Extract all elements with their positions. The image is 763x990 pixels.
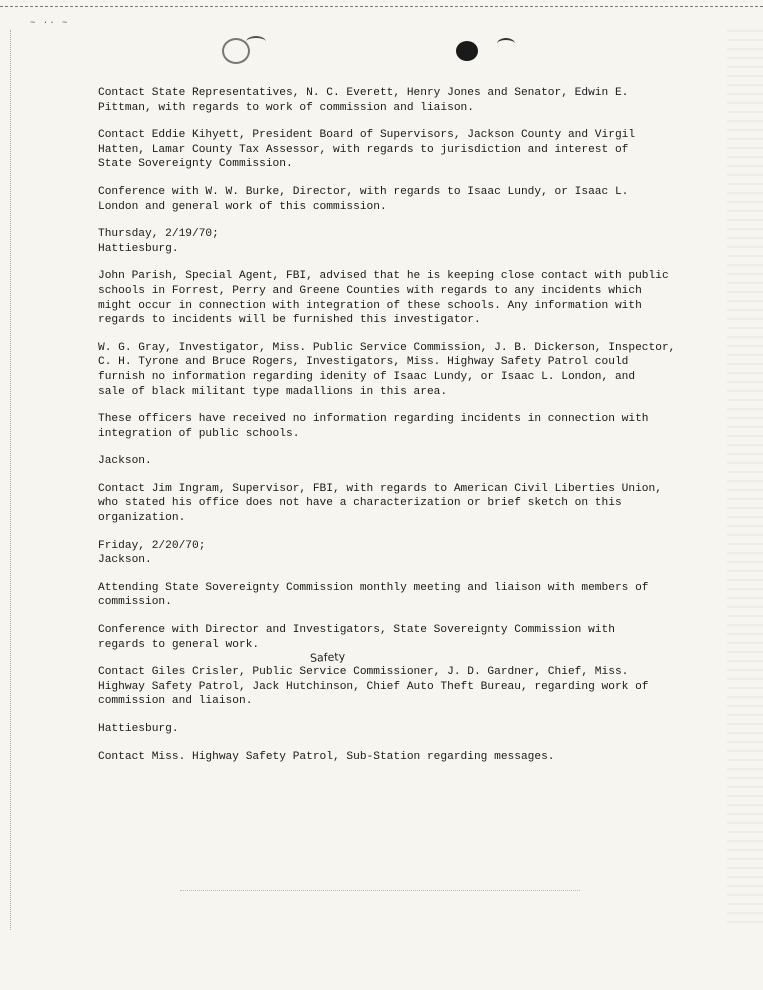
location-heading-hattiesburg: Hattiesburg.: [98, 723, 179, 735]
document-body: [98, 86, 713, 777]
top-rule: [0, 6, 763, 7]
paragraph-sub-station: Contact Miss. Highway Safety Patrol, Sub-Station regarding messages.: [98, 750, 555, 763]
paragraph-conference-burke: Conference with W. W. Burke, Director, with regards to Isaac Lundy, or Isaac L. London and general work of this commission.: [98, 185, 629, 213]
punch-hole-left-arc: [246, 36, 266, 48]
scan-noise-bottom: [180, 890, 580, 893]
handwritten-insert: Safety: [309, 650, 346, 665]
paragraph-contact-kihyett: Contact Eddie Kihyett, President Board of Supervisors, Jackson County and Virgil Hatten, Lamar County Tax Assessor, with regards to jurisdiction and interest of State Sovereignty Commission.: [98, 129, 636, 171]
paragraph-parish-fbi: John Parish, Special Agent, FBI, advised that he is keeping close contact with public schools in Forrest, Perry and Greene Counties with regards to any incidents which might occur in connection with integration of these schools. Any information with regards to incidents will be furnished this investigator.: [98, 270, 669, 327]
paragraph-ingram-fbi: Contact Jim Ingram, Supervisor, FBI, with regards to American Civil Liberties Union, who stated his office does not have a characterization or brief sketch on this organization.: [98, 482, 662, 525]
corner-marks: ~ ·· ~: [30, 18, 69, 28]
paragraph-contact-representatives: Contact State Representatives, N. C. Everett, Henry Jones and Senator, Edwin E. Pittman, with regards to work of commission and liaison.: [98, 87, 629, 114]
scan-edge-left: [0, 30, 11, 930]
date-heading-thursday: Thursday, 2/19/70; Hattiesburg.: [98, 228, 219, 255]
scan-edge-right: [727, 30, 763, 930]
punch-hole-right: [456, 41, 478, 61]
date-heading-friday: Friday, 2/20/70; Jackson.: [98, 539, 206, 567]
paragraph-contact-crisler: Contact Giles Crisler, Public Service Commissioner, J. D. Gardner, Chief, Miss. Highway Safety Patrol, Jack Hutchinson, Chief Auto Theft Bureau, regarding work of commission and liaison.: [98, 666, 649, 708]
paragraph-gray-investigator: W. G. Gray, Investigator, Miss. Public Service Commission, J. B. Dickerson, Inspector, C. H. Tyrone and Bruce Rogers, Investigators, Miss. Highway Safety Patrol could furnish no information regarding idenity of Isaac Lundy, or Isaac L. London, and sale of black militant type madallions in this area.: [98, 341, 676, 398]
paragraph-officers-no-info: These officers have received no information regarding incidents in connection with integration of public schools.: [98, 413, 649, 440]
location-heading-jackson: Jackson.: [98, 455, 152, 468]
paragraph-conference-director: Conference with Director and Investigators, State Sovereignty Commission with regards to general work.: [98, 624, 615, 651]
paragraph-monthly-meeting: Attending State Sovereignty Commission monthly meeting and liaison with members of commission.: [98, 581, 649, 609]
punch-hole-right-arc: [497, 38, 515, 50]
